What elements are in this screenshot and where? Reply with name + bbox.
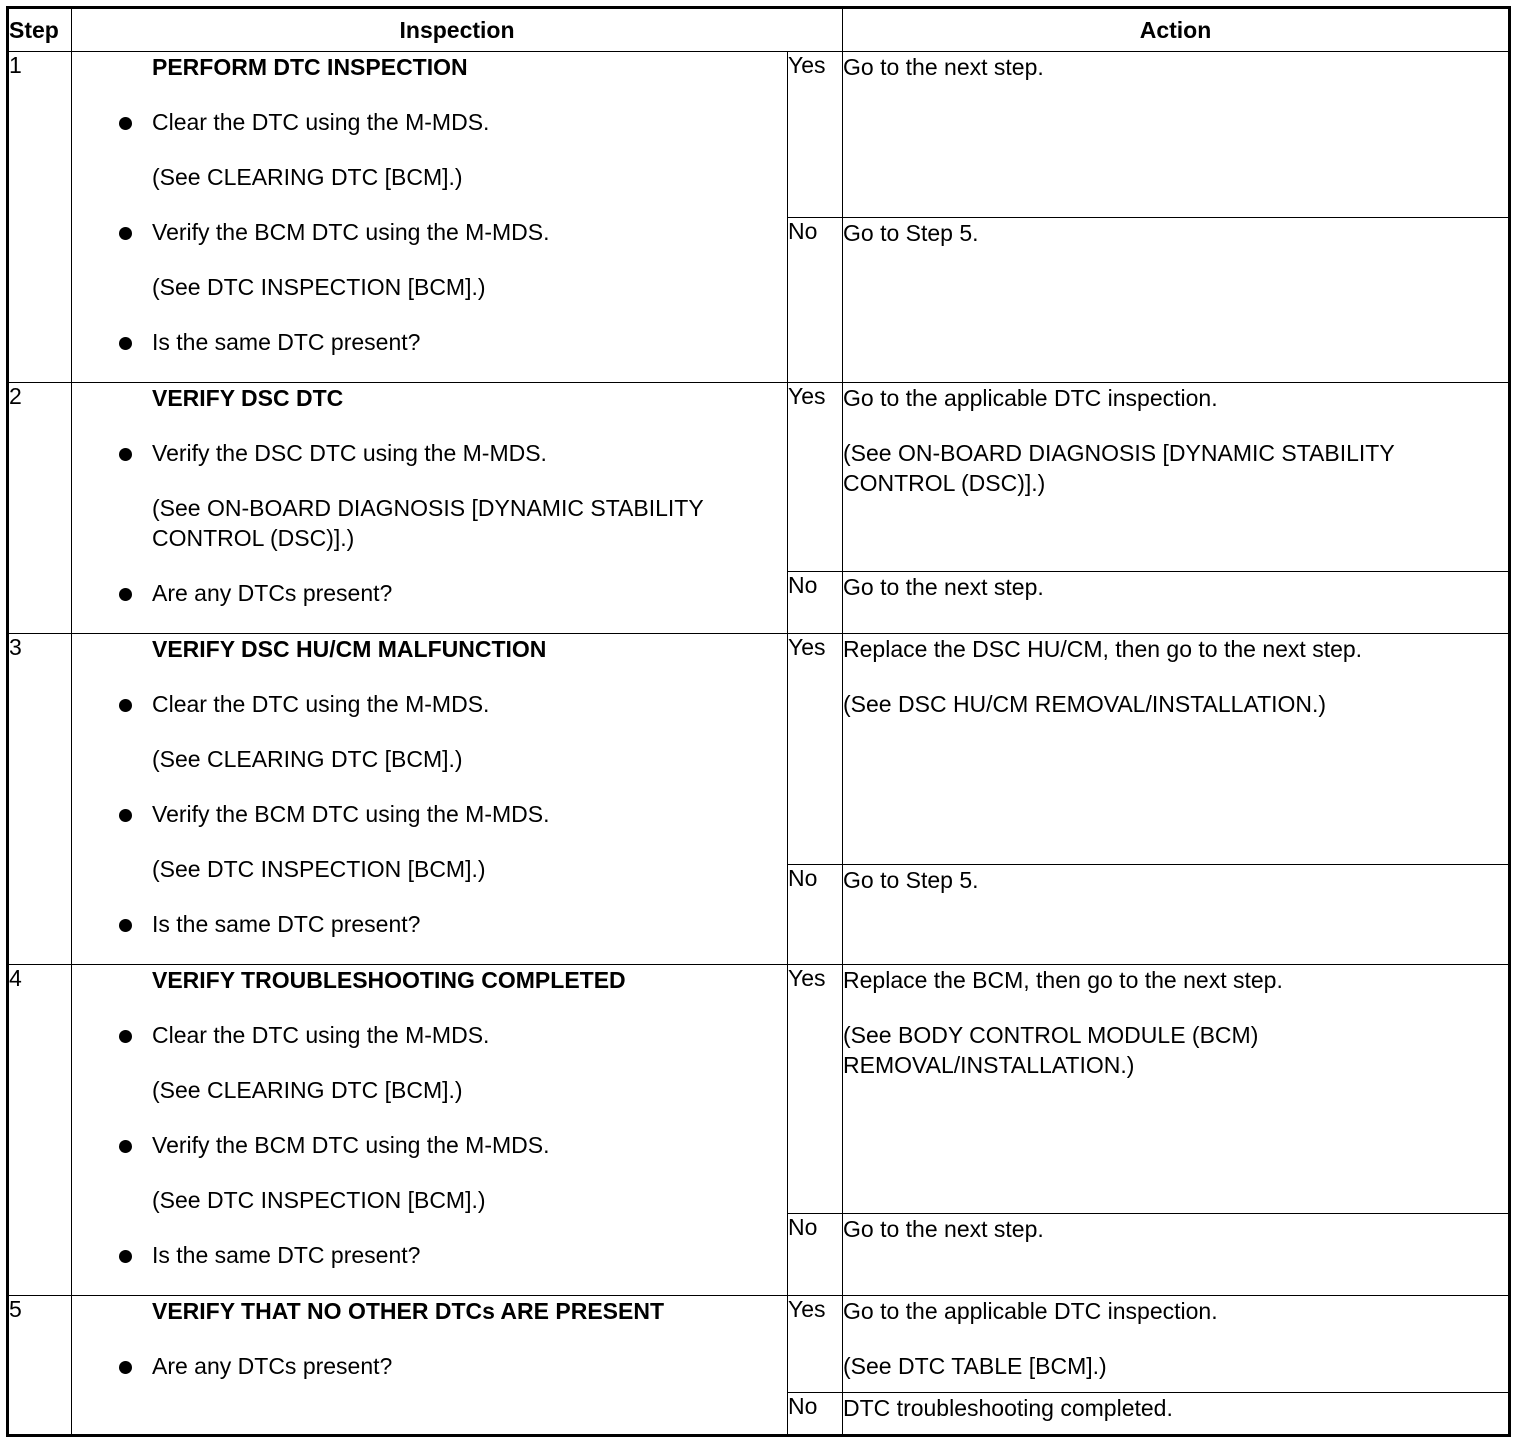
bullet-icon xyxy=(119,1140,132,1153)
bullet-text: Is the same DTC present? xyxy=(152,329,421,355)
bullet-icon xyxy=(119,1250,132,1263)
no-label: No xyxy=(788,1213,843,1296)
reference-note: (See DTC INSPECTION [BCM].) xyxy=(152,856,486,882)
bullet-text: Is the same DTC present? xyxy=(152,1242,421,1268)
bullet-text: Is the same DTC present? xyxy=(152,911,421,937)
yes-label: Yes xyxy=(788,52,843,218)
bullet-text: Are any DTCs present? xyxy=(152,580,393,606)
step-number: 4 xyxy=(8,965,72,1296)
inspection-title: VERIFY DSC HU/CM MALFUNCTION xyxy=(152,636,547,662)
bullet-icon xyxy=(119,588,132,601)
step-row-yes xyxy=(8,1296,1510,1393)
bullet-icon xyxy=(119,1030,132,1043)
bullet-text: Are any DTCs present? xyxy=(152,1353,393,1379)
step-number: 2 xyxy=(8,383,72,634)
action-text: Go to the next step. xyxy=(843,54,1044,80)
no-action xyxy=(843,864,1510,964)
no-action xyxy=(843,1213,1510,1296)
header-action: Action xyxy=(843,8,1510,52)
yes-action xyxy=(843,634,1510,865)
inspection-cell xyxy=(72,383,788,634)
inspection-title: VERIFY TROUBLESHOOTING COMPLETED xyxy=(152,967,626,993)
inspection-cell xyxy=(72,634,788,965)
bullet-text: Clear the DTC using the M-MDS. xyxy=(152,109,490,135)
bullet-text: Clear the DTC using the M-MDS. xyxy=(152,691,490,717)
no-label: No xyxy=(788,1393,843,1436)
header-step: Step xyxy=(8,8,72,52)
reference-note: (See CLEARING DTC [BCM].) xyxy=(152,746,463,772)
reference-note: (See CLEARING DTC [BCM].) xyxy=(152,1077,463,1103)
bullet-item xyxy=(72,107,787,162)
bullet-item xyxy=(72,909,787,964)
reference-note: (See CLEARING DTC [BCM].) xyxy=(152,164,463,190)
step-number: 3 xyxy=(8,634,72,965)
bullet-item xyxy=(72,1240,787,1295)
bullet-icon xyxy=(119,448,132,461)
header-inspection: Inspection xyxy=(72,8,843,52)
yes-action xyxy=(843,965,1510,1214)
inspection-cell xyxy=(72,965,788,1296)
bullet-item xyxy=(72,438,787,493)
header-row xyxy=(8,8,1510,52)
reference-note: (See DTC INSPECTION [BCM].) xyxy=(152,1187,486,1213)
bullet-text: Verify the BCM DTC using the M-MDS. xyxy=(152,1132,550,1158)
procedure-table xyxy=(6,6,1511,1437)
bullet-item xyxy=(72,799,787,854)
no-action xyxy=(843,1393,1510,1436)
action-text: Go to the next step. xyxy=(843,1215,1044,1242)
action-text: Replace the DSC HU/CM, then go to the next step. xyxy=(843,636,1363,662)
bullet-text: Verify the BCM DTC using the M-MDS. xyxy=(152,801,550,827)
bullet-icon xyxy=(119,227,132,240)
inspection-cell xyxy=(72,1296,788,1436)
bullet-text: Verify the DSC DTC using the M-MDS. xyxy=(152,440,547,466)
bullet-item xyxy=(72,327,787,382)
step-row-yes xyxy=(8,383,1510,572)
bullet-item xyxy=(72,1351,787,1406)
bullet-item xyxy=(72,578,787,633)
action-text: Go to the applicable DTC inspection. xyxy=(843,385,1218,411)
no-label: No xyxy=(788,864,843,964)
yes-action xyxy=(843,52,1510,218)
yes-label: Yes xyxy=(788,965,843,1214)
no-label: No xyxy=(788,571,843,634)
yes-action xyxy=(843,1296,1510,1393)
bullet-icon xyxy=(119,1361,132,1374)
bullet-icon xyxy=(119,337,132,350)
inspection-title: VERIFY DSC DTC xyxy=(152,385,344,411)
bullet-icon xyxy=(119,809,132,822)
action-text: DTC troubleshooting completed. xyxy=(843,1395,1173,1421)
bullet-text: Verify the BCM DTC using the M-MDS. xyxy=(152,219,550,245)
action-text: (See ON-BOARD DIAGNOSIS [DYNAMIC STABILITY CONTROL (DSC)].) xyxy=(843,440,1395,496)
yes-action xyxy=(843,383,1510,572)
action-text: Go to the next step. xyxy=(843,573,1044,600)
inspection-title: PERFORM DTC INSPECTION xyxy=(152,54,468,80)
action-text: Go to Step 5. xyxy=(843,866,979,893)
yes-label: Yes xyxy=(788,383,843,572)
yes-label: Yes xyxy=(788,1296,843,1393)
step-row-yes xyxy=(8,52,1510,218)
no-action xyxy=(843,217,1510,383)
step-number: 1 xyxy=(8,52,72,383)
reference-note: (See DTC INSPECTION [BCM].) xyxy=(152,274,486,300)
bullet-item xyxy=(72,217,787,272)
bullet-icon xyxy=(119,117,132,130)
yes-label: Yes xyxy=(788,634,843,865)
action-text: Replace the BCM, then go to the next step. xyxy=(843,967,1283,993)
no-label: No xyxy=(788,217,843,383)
step-number: 5 xyxy=(8,1296,72,1436)
step-row-yes xyxy=(8,634,1510,865)
bullet-text: Clear the DTC using the M-MDS. xyxy=(152,1022,490,1048)
inspection-cell xyxy=(72,52,788,383)
action-text: (See DSC HU/CM REMOVAL/INSTALLATION.) xyxy=(843,691,1327,717)
inspection-title: VERIFY THAT NO OTHER DTCs ARE PRESENT xyxy=(152,1298,665,1324)
bullet-icon xyxy=(119,699,132,712)
action-text: (See DTC TABLE [BCM].) xyxy=(843,1353,1107,1379)
bullet-icon xyxy=(119,919,132,932)
bullet-item xyxy=(72,689,787,744)
reference-note: (See ON-BOARD DIAGNOSIS [DYNAMIC STABILITY CONTROL (DSC)].) xyxy=(152,495,704,551)
no-action xyxy=(843,571,1510,634)
bullet-item xyxy=(72,1020,787,1075)
action-text: Go to Step 5. xyxy=(843,219,979,246)
step-row-yes xyxy=(8,965,1510,1214)
bullet-item xyxy=(72,1130,787,1185)
action-text: (See BODY CONTROL MODULE (BCM) REMOVAL/INSTALLATION.) xyxy=(843,1022,1259,1078)
action-text: Go to the applicable DTC inspection. xyxy=(843,1298,1218,1324)
